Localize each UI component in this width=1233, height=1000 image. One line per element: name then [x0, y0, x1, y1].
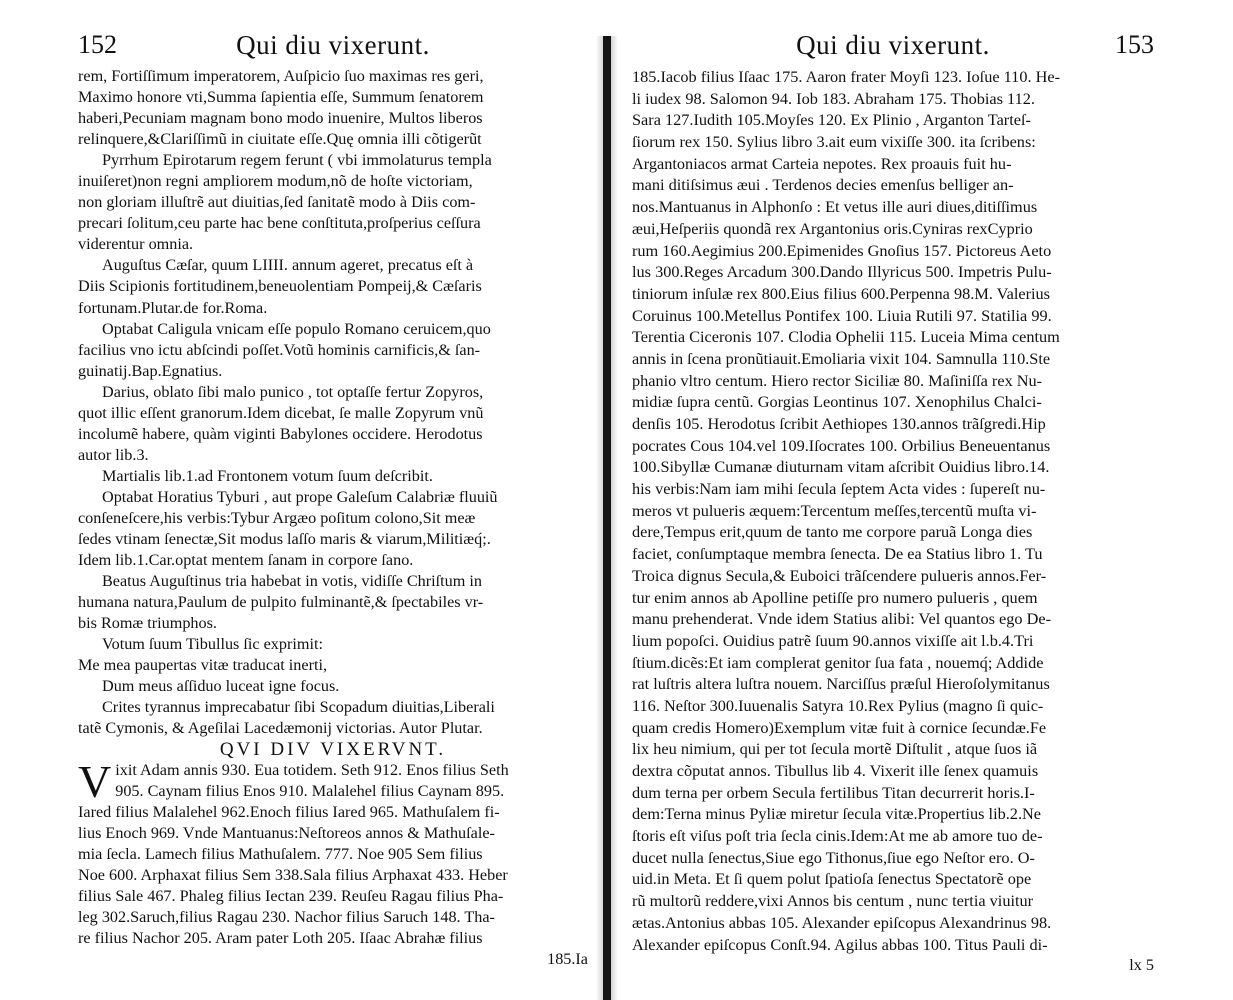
text-line: 100.Sibyllæ Cumanæ diuturnam vitam aſcribit Ouidius libro.14. [632, 457, 1050, 477]
text-line: guinatij.Bap.Egnatius. [78, 361, 223, 380]
right-page [632, 28, 1154, 988]
left-running-head: Qui diu vixerunt. [236, 30, 430, 60]
text-line: non gloriam illuſtrẽ aut diuitias,ſed ſanitatẽ modo à Diis com- [78, 193, 476, 212]
left-page-header [78, 28, 588, 62]
text-line: tur enim annos ab Apolline petiſſe pro numero pulueris , quem [632, 587, 1038, 607]
text-line: Alexander epiſcopus Conſt.94. Agilus abbas 100. Titus Pauli di- [632, 934, 1048, 954]
text-line: bis Romæ triumphos. [78, 614, 217, 633]
text-line: dem:Terna minus Pyliæ miretur ſecula vitæ.Propertius lib.2.Ne [632, 804, 1041, 824]
text-line: Darius, oblato ſibi malo punico , tot optaſſe fertur Zopyros, [102, 382, 484, 401]
text-line: Coruinus 100.Metellus Pontifex 100. Liuia Rutili 97. Statilia 99. [632, 305, 1052, 325]
text-line: lix heu nimium, qui per tot ſecula mortẽ Diſtulit , atque ſuos iã [632, 739, 1038, 759]
text-line: ixit Adam annis 930. Eua totidem. Seth 912. Enos filius Seth [115, 760, 509, 779]
text-line: autor lib.3. [78, 445, 149, 464]
text-line: Optabat Caligula vnicam eſſe populo Romano ceruicem,quo [102, 319, 491, 338]
text-line: lium popoſci. Ouidius patrẽ ſuum 90.annos vixiſſe ait l.b.4.Tri [632, 630, 1034, 650]
text-line: manu prehenderat. Vnde idem Statius alibi: Vel quantos ego De- [632, 609, 1051, 629]
text-line: dextra cõputat annos. Tibullus lib 4. Vixerit ille ſenex quamuis [632, 761, 1039, 780]
text-line: li iudex 98. Salomon 94. Iob 183. Abraham 175. Thobias 112. [632, 88, 1035, 108]
verse-line: Dum meus aſſiduo luceat igne focus. [102, 677, 340, 696]
text-line: leg 302.Saruch,filius Ragau 230. Nachor filius Saruch 148. Tha- [78, 907, 495, 926]
text-line: inuiſeret)non regni ampliorem modum,nõ de hoſte victoriam, [78, 172, 473, 191]
text-line: 116. Neſtor 300.Iuuenalis Satyra 10.Rex Pylius (magno ſi quic- [632, 695, 1044, 715]
right-page-body [632, 66, 1154, 976]
text-line: rum 160.Aegimius 200.Epimenides Gnoſius 157. Pictoreus Aeto [632, 240, 1052, 260]
text-line: ætas.Antonius abbas 105. Alexander epiſcopus Alexandrinus 98. [632, 912, 1052, 932]
right-page-number: 153 [1115, 30, 1154, 59]
text-line: dum terna per orbem Secula fertilibus Titan decurrerit horis.I- [632, 782, 1035, 802]
text-line: 185.Iacob filius Iſaac 175. Aaron frater Moyſi 123. Ioſue 110. He- [632, 67, 1061, 86]
text-line: mani ditiſsimus æui . Terdenos decies emenſus belliger an- [632, 175, 1014, 195]
text-line: phanio vltro centum. Hiero rector Siciliæ 80. Maſiniſſa rex Nu- [632, 370, 1043, 390]
text-line: rat luſtris altera luſtra nouem. Narciſſus præſul Hieroſolymitanus [632, 674, 1050, 694]
text-line: re filius Nachor 205. Aram pater Loth 205. Iſaac Abrahæ filius [78, 928, 483, 947]
catchword: 185.Ia [547, 949, 588, 968]
text-line: Diis Scipionis fortitudinem,beneuolentiam Pompeij,& Cæſaris [78, 277, 482, 296]
text-line: ducet nulla ſenectus,Siue ego Tithonus,ſiue ego Neſtor ero. O- [632, 847, 1035, 867]
text-line: incolumẽ habere, quàm viginti Babylones occidere. Herodotus [78, 424, 483, 443]
text-line: Noe 600. Arphaxat filius Sem 338.Sala filius Arphaxat 433. Heber [78, 865, 508, 884]
text-line: mia ſecla. Lamech filius Mathuſalem. 777. Noe 905 Sem filius [78, 844, 483, 863]
text-line: haberi,Pecuniam magnam bono modo inuenire, Multos liberos [78, 109, 483, 128]
text-line: ſtoris eſt viſus poſt tria ſecla cinis.Idem:At me ab amore tuo de- [632, 826, 1043, 846]
text-line: Auguſtus Cæſar, quum LIIII. annum ageret, precatus eſt à [102, 256, 474, 275]
text-line: Votum ſuum Tibullus ſic exprimit: [102, 635, 323, 654]
book-gutter [603, 36, 611, 1000]
text-line: rem, Fortiſſimum imperatorem, Auſpicio ſuo maximas res geri, [78, 67, 484, 85]
verse-line: Me mea paupertas vitæ traducat inerti, [78, 656, 328, 675]
text-line: Martialis lib.1.ad Frontonem votum ſuum deſcribit. [102, 466, 433, 485]
text-line: lus 300.Reges Arcadum 300.Dando Illyricus 500. Impetris Pulu- [632, 262, 1052, 282]
right-running-head: Qui diu vixerunt. [796, 30, 990, 60]
left-page-number: 152 [78, 30, 117, 59]
text-line: midiæ ſupra centũ. Gorgias Leontinus 107. Xenophilus Chalci- [632, 392, 1042, 412]
text-line: humana natura,Paulum de pulpito fulminantẽ,& ſpectabiles vr- [78, 593, 484, 612]
left-page-body [78, 66, 588, 970]
text-line: Troica dignus Secula,& Euboici trãſcendere pulueris annos.Fer- [632, 565, 1047, 585]
text-line: filius Sale 467. Phaleg filius Iectan 239. Reuſeu Ragau filius Pha- [78, 886, 504, 905]
text-line: Sara 127.Iudith 105.Moyſes 120. Ex Plinio , Arganton Tarteſ- [632, 110, 1031, 130]
text-line: Argantoniacos armat Carteia nepotes. Rex proauis fuit hu- [632, 153, 1012, 173]
text-line: denſis 105. Herodotus ſcribit Aethiopes 130.annos trãſgredi.Hip [632, 414, 1046, 433]
text-line: precari ſolitum,ceu parte hac bene conſtituta,proſperius ceſſura [78, 214, 481, 233]
text-line: ſiorum rex 150. Sylius libro 3.ait eum vixiſſe 300. ita ſcribens: [632, 132, 1036, 152]
text-line: rũ multorũ reddere,vixi Annos bis centum , nunc tertia viuitur [632, 891, 1034, 911]
text-line: quot illic eſſent granorum.Idem dicebat, ſe malle Zopyrum vnũ [78, 403, 484, 422]
text-line: Terentia Ciceronis 107. Clodia Ophelii 115. Luceia Mima centum [632, 327, 1060, 347]
text-line: fortunam.Plutar.de for.Roma. [78, 298, 268, 317]
text-line: his verbis:Nam iam mihi ſecula ſeptem Acta vides : ſupereſt nu- [632, 479, 1046, 499]
text-line: ſedes vtinam ſenectæ,Sit modus laſſo maris & viarum,Militiæq́;. [78, 530, 491, 549]
text-line: Maximo honore vti,Summa ſapientia eſſe, Summum ſenatorem [78, 88, 484, 107]
right-page-header [632, 28, 1154, 62]
text-line: Pyrrhum Epirotarum regem ferunt ( vbi immolaturus templa [102, 151, 492, 170]
text-line: pocrates Cous 104.vel 109.Iſocrates 100. Orbilius Beneuentanus [632, 435, 1051, 455]
text-line: viderentur omnia. [78, 235, 194, 254]
section-body [78, 755, 588, 949]
text-line: Iared filius Malalehel 962.Enoch filius Iared 965. Mathuſalem fi- [78, 802, 500, 821]
text-line: Crites tyrannus imprecabatur ſibi Scopadum diuitias,Liberali [102, 698, 495, 717]
text-line: lius Enoch 969. Vnde Mantuanus:Neſtoreos annos & Mathuſale- [78, 823, 495, 842]
text-line: æui,Heſperiis quondã rex Argantonius oris.Cyniras rexCyprio [632, 218, 1033, 238]
text-line: Optabat Horatius Tyburi , aut prope Galeſum Calabriæ fluuiũ [102, 487, 498, 506]
text-line: Idem lib.1.Car.optat mentem ſanam in corpore ſano. [78, 551, 414, 570]
text-line: uid.in Meta. Et ſi quem polut ſpatioſa ſenectus Spectatorẽ ope [632, 869, 1032, 889]
text-line: annis in ſcena pronũtiauit.Emoliaria vixit 104. Samnulla 110.Ste [632, 348, 1051, 368]
text-line: ſtium.dicẽs:Et iam complerat genitor ſua fata , nouemq́; Addide [632, 652, 1044, 672]
text-line: conſeneſcere,his verbis:Tybur Argæo poſitum colono,Sit meæ [78, 508, 476, 527]
text-line: tiniorum inſulæ rex 800.Eius filius 600.Perpenna 98.M. Valerius [632, 283, 1051, 303]
catchword: lx 5 [1129, 956, 1154, 975]
text-line: Beatus Auguſtinus tria habebat in votis, vidiſſe Chriſtum in [102, 572, 482, 591]
text-line: nos.Mantuanus in Alphonſo : Et vetus ille auri diues,ditiſſimus [632, 197, 1038, 217]
left-page [78, 28, 588, 988]
text-line: dere,Tempus erit,quum de tanto me corpore paruã Longa dies [632, 522, 1033, 542]
text-line: tatẽ Cymonis, & Ageſilai Lacedæmonij victorias. Autor Plutar. [78, 719, 483, 738]
text-line: faciet, conſumptaque membra ſenecta. De ea Statius libro 1. Tu [632, 544, 1043, 564]
text-line: relinquere,&Clariſſimũ in ciuitate eſſe.Quę omnia illi cõtigerũt [78, 130, 482, 149]
drop-cap: V [78, 755, 112, 807]
section-title: QVI DIV VIXERVNT. [219, 738, 447, 760]
text-line: 905. Caynam filius Enos 910. Malalehel filius Caynam 895. [115, 781, 505, 800]
text-line: quam credis Homero)Exemplum vitæ fuit à cornice ſecundæ.Fe [632, 717, 1047, 737]
text-line: facilius vno ictu abſcindi poſſet.Votũ hominis carnificis,& ſan- [78, 340, 481, 359]
text-line: meros vt pulueris æquem:Tercentum meſſes,tercentũ muſta vi- [632, 500, 1037, 520]
